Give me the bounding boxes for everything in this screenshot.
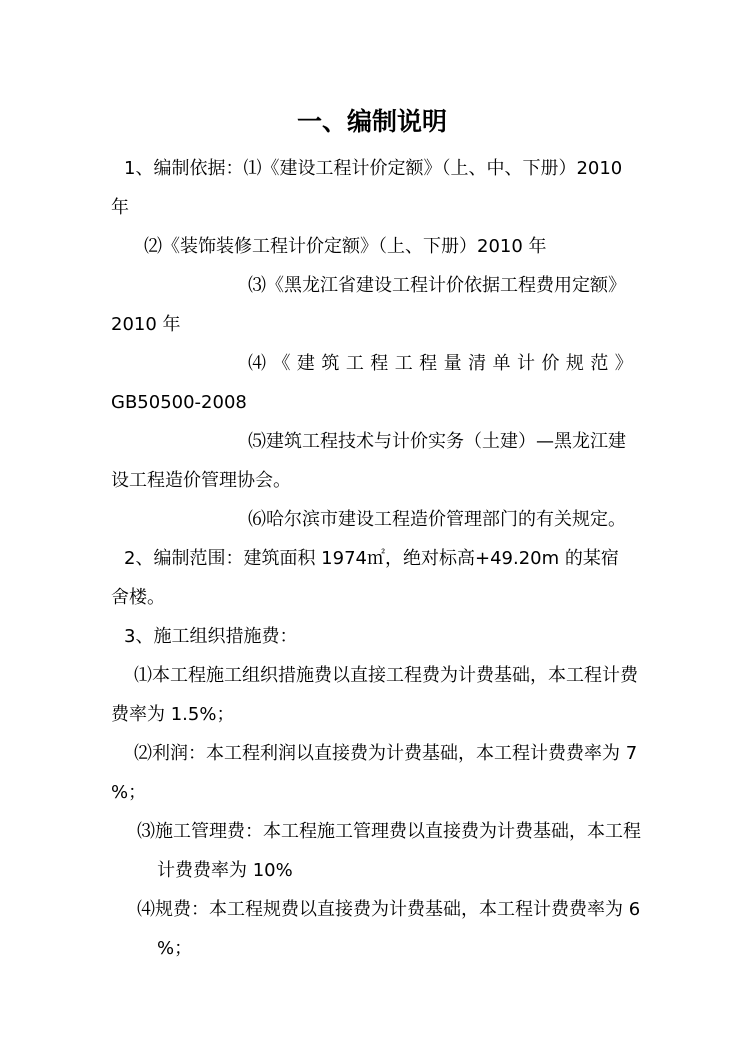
item-text: 《装饰装修工程计价定额》（上、下册）2010 年 (162, 236, 547, 257)
item-text: 利润：本工程利润以直接费为计费基础，本工程计费费率为 7 (152, 743, 638, 764)
page-title: 一、编制说明 (296, 107, 447, 136)
title-char: 规 (565, 353, 584, 374)
item-text: 本工程施工组织措施费以直接工程费为计费基础，本工程计费 (152, 665, 638, 686)
item-continuation: 计费费率为 10% (157, 860, 293, 881)
item-marker: ⑵ (144, 236, 162, 257)
section-3-heading: 3、施工组织措施费： (124, 626, 298, 647)
section-2-heading: 2、编制范围：建筑面积 1974㎡，绝对标高+49.20m 的某宿 (124, 548, 619, 569)
item-marker: ⑵ (134, 743, 152, 764)
item-text: 施工管理费：本工程施工管理费以直接费为计费基础，本工程 (155, 821, 641, 842)
basis-item (248, 430, 626, 454)
item-text: 建筑工程技术与计价实务（土建）—黑龙江建 (266, 431, 626, 452)
item-marker: ⑸ (248, 431, 266, 452)
title-char: 《 (272, 353, 291, 374)
basis-item (144, 235, 547, 259)
fee-item (137, 820, 641, 844)
fee-item (134, 664, 638, 688)
basis-item (248, 508, 626, 532)
basis-item (248, 274, 626, 298)
item-continuation: 2010 年 (111, 314, 181, 335)
item-continuation: 舍楼。 (111, 587, 165, 608)
item-marker: ⑶ (248, 275, 266, 296)
item-marker: ⑹ (248, 509, 266, 530)
item-continuation: %； (157, 938, 193, 959)
item-continuation: 费率为 1.5%； (111, 704, 235, 725)
title-char: 建 (296, 353, 315, 374)
fee-item (134, 742, 637, 766)
title-char: 量 (443, 353, 462, 374)
item-marker: ⑴ (243, 158, 262, 179)
item-marker: ⑷ (137, 899, 155, 920)
item-marker: ⑷ (248, 353, 266, 374)
title-char: 工 (345, 353, 364, 374)
title-char: 程 (419, 353, 438, 374)
item-marker: ⑴ (134, 665, 152, 686)
item-text: 规费：本工程规费以直接费为计费基础，本工程计费费率为 6 (155, 899, 641, 920)
title-char: 价 (541, 353, 560, 374)
item-text: 哈尔滨市建设工程造价管理部门的有关规定。 (266, 509, 626, 530)
title-char: 范 (590, 353, 609, 374)
item-text: 《建设工程计价定额》（上、中、下册）2010 (261, 158, 623, 179)
item-continuation: GB50500-2008 (111, 392, 247, 413)
item-continuation: 设工程造价管理协会。 (111, 470, 291, 491)
fee-item (137, 898, 640, 922)
title-char: 单 (492, 353, 511, 374)
item-continuation: %； (111, 782, 147, 803)
item-continuation: 年 (111, 197, 129, 218)
title-char: 清 (468, 353, 487, 374)
section-1-heading (124, 157, 622, 181)
item-marker: ⑶ (137, 821, 155, 842)
title-char: 计 (516, 353, 535, 374)
section-1-label: 1、编制依据： (124, 158, 244, 179)
item-text: 《黑龙江省建设工程计价依据工程费用定额》 (266, 275, 626, 296)
title-char: 》 (614, 353, 633, 374)
title-char: 程 (370, 353, 389, 374)
basis-item-justified (248, 352, 633, 376)
title-char: 筑 (321, 353, 340, 374)
title-char: 工 (394, 353, 413, 374)
